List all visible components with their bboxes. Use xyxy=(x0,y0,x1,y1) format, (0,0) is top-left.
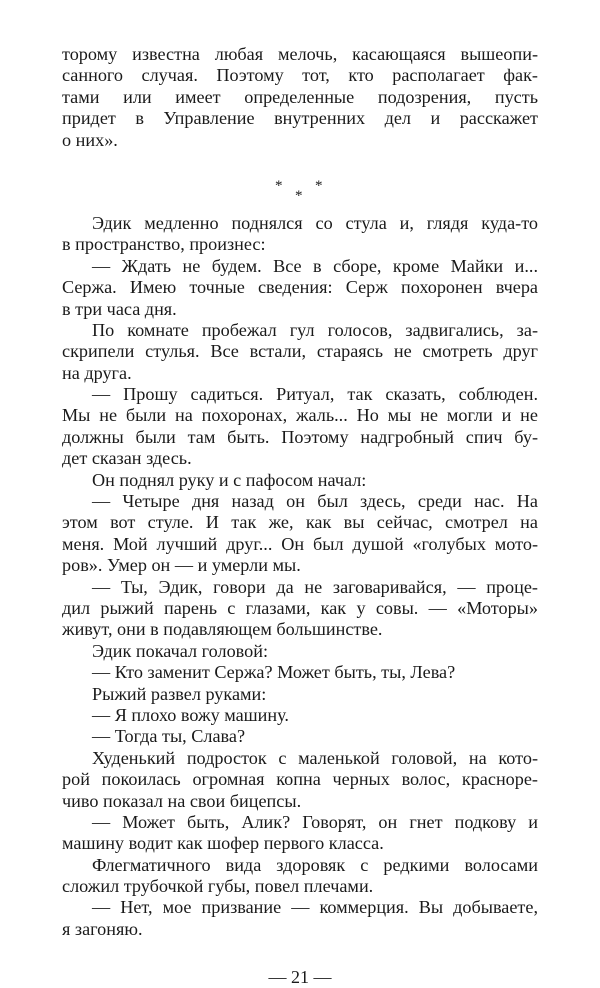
text-line: меня. Мой лучший друг... Он был душой «голубых мото- xyxy=(62,533,538,554)
book-page xyxy=(62,44,538,988)
text-line: о них». xyxy=(62,129,118,150)
text-line: чиво показал на свои бицепсы. xyxy=(62,790,302,811)
text-line: Мы не были на похоронах, жаль... Но мы не могли и не xyxy=(62,405,538,426)
text-line: тами или имеет определенные подозрения, пусть xyxy=(62,86,538,107)
section-separator xyxy=(62,163,538,211)
text-line: Он поднял руку и с пафосом начал: xyxy=(92,469,367,490)
text-line: Эдик покачал головой: xyxy=(92,640,269,661)
text-line: скрипели стулья. Все встали, стараясь не смотреть друг xyxy=(62,341,538,362)
text-line: торому известна любая мелочь, касающаяся вышеопи- xyxy=(62,44,538,64)
separator-star: * xyxy=(275,177,283,194)
text-line: машину водит как шофер первого класса. xyxy=(62,833,384,854)
text-line: дет сказан здесь. xyxy=(62,448,192,469)
text-line: По комнате пробежал гул голосов, задвигались, за- xyxy=(92,319,538,340)
text-line: — Может быть, Алик? Говорят, он гнет подкову и xyxy=(92,811,538,832)
text-line: — Нет, мое призвание — коммерция. Вы добываете, xyxy=(92,897,538,918)
text-line: Рыжий развел руками: xyxy=(92,683,267,704)
separator-star: * xyxy=(295,187,303,204)
separator-star: * xyxy=(315,177,323,194)
page-number: — 21 — xyxy=(268,967,332,988)
text-line: в пространство, произнес: xyxy=(62,234,266,255)
text-line: Худенький подросток с маленькой головой, на кото- xyxy=(92,747,538,768)
text-line: на друга. xyxy=(62,362,132,383)
text-line: — Ты, Эдик, говори да не заговаривайся, — проце- xyxy=(92,576,538,597)
text-line: Сержа. Имею точные сведения: Серж похоронен вчера xyxy=(62,277,538,298)
text-line: — Прошу садиться. Ритуал, так сказать, соблюден. xyxy=(92,384,538,405)
text-line: Флегматичного вида здоровяк с редкими волосами xyxy=(92,854,538,875)
text-line: этом вот стуле. И так же, как вы сейчас, смотрел на xyxy=(62,512,538,533)
text-line: — Ждать не будем. Все в сборе, кроме Майки и... xyxy=(92,255,538,276)
text-line: живут, они в подавляющем большинстве. xyxy=(62,619,383,640)
text-line: — Я плохо вожу машину. xyxy=(92,704,289,725)
text-line: Эдик медленно поднялся со стула и, глядя куда-то xyxy=(92,212,538,233)
text-line: санного случая. Поэтому тот, кто располагает фак- xyxy=(62,65,538,86)
text-line: я загоняю. xyxy=(62,918,143,939)
text-line: дил рыжий парень с глазами, как у совы. — «Моторы» xyxy=(62,597,538,618)
text-line: сложил трубочкой губы, повел плечами. xyxy=(62,876,374,897)
text-line: в три часа дня. xyxy=(62,298,177,319)
text-line: должны были там быть. Поэтому надгробный спич бу- xyxy=(62,426,538,447)
text-line: — Четыре дня назад он был здесь, среди нас. На xyxy=(92,491,538,512)
text-line: — Тогда ты, Слава? xyxy=(92,726,246,747)
text-line: ров». Умер он — и умерли мы. xyxy=(62,555,301,576)
text-line: рой покоилась огромная копна черных волос, красноре- xyxy=(62,769,538,790)
text-line: придет в Управление внутренних дел и расскажет xyxy=(62,108,538,129)
text-line: — Кто заменит Сержа? Может быть, ты, Лева? xyxy=(92,662,456,683)
